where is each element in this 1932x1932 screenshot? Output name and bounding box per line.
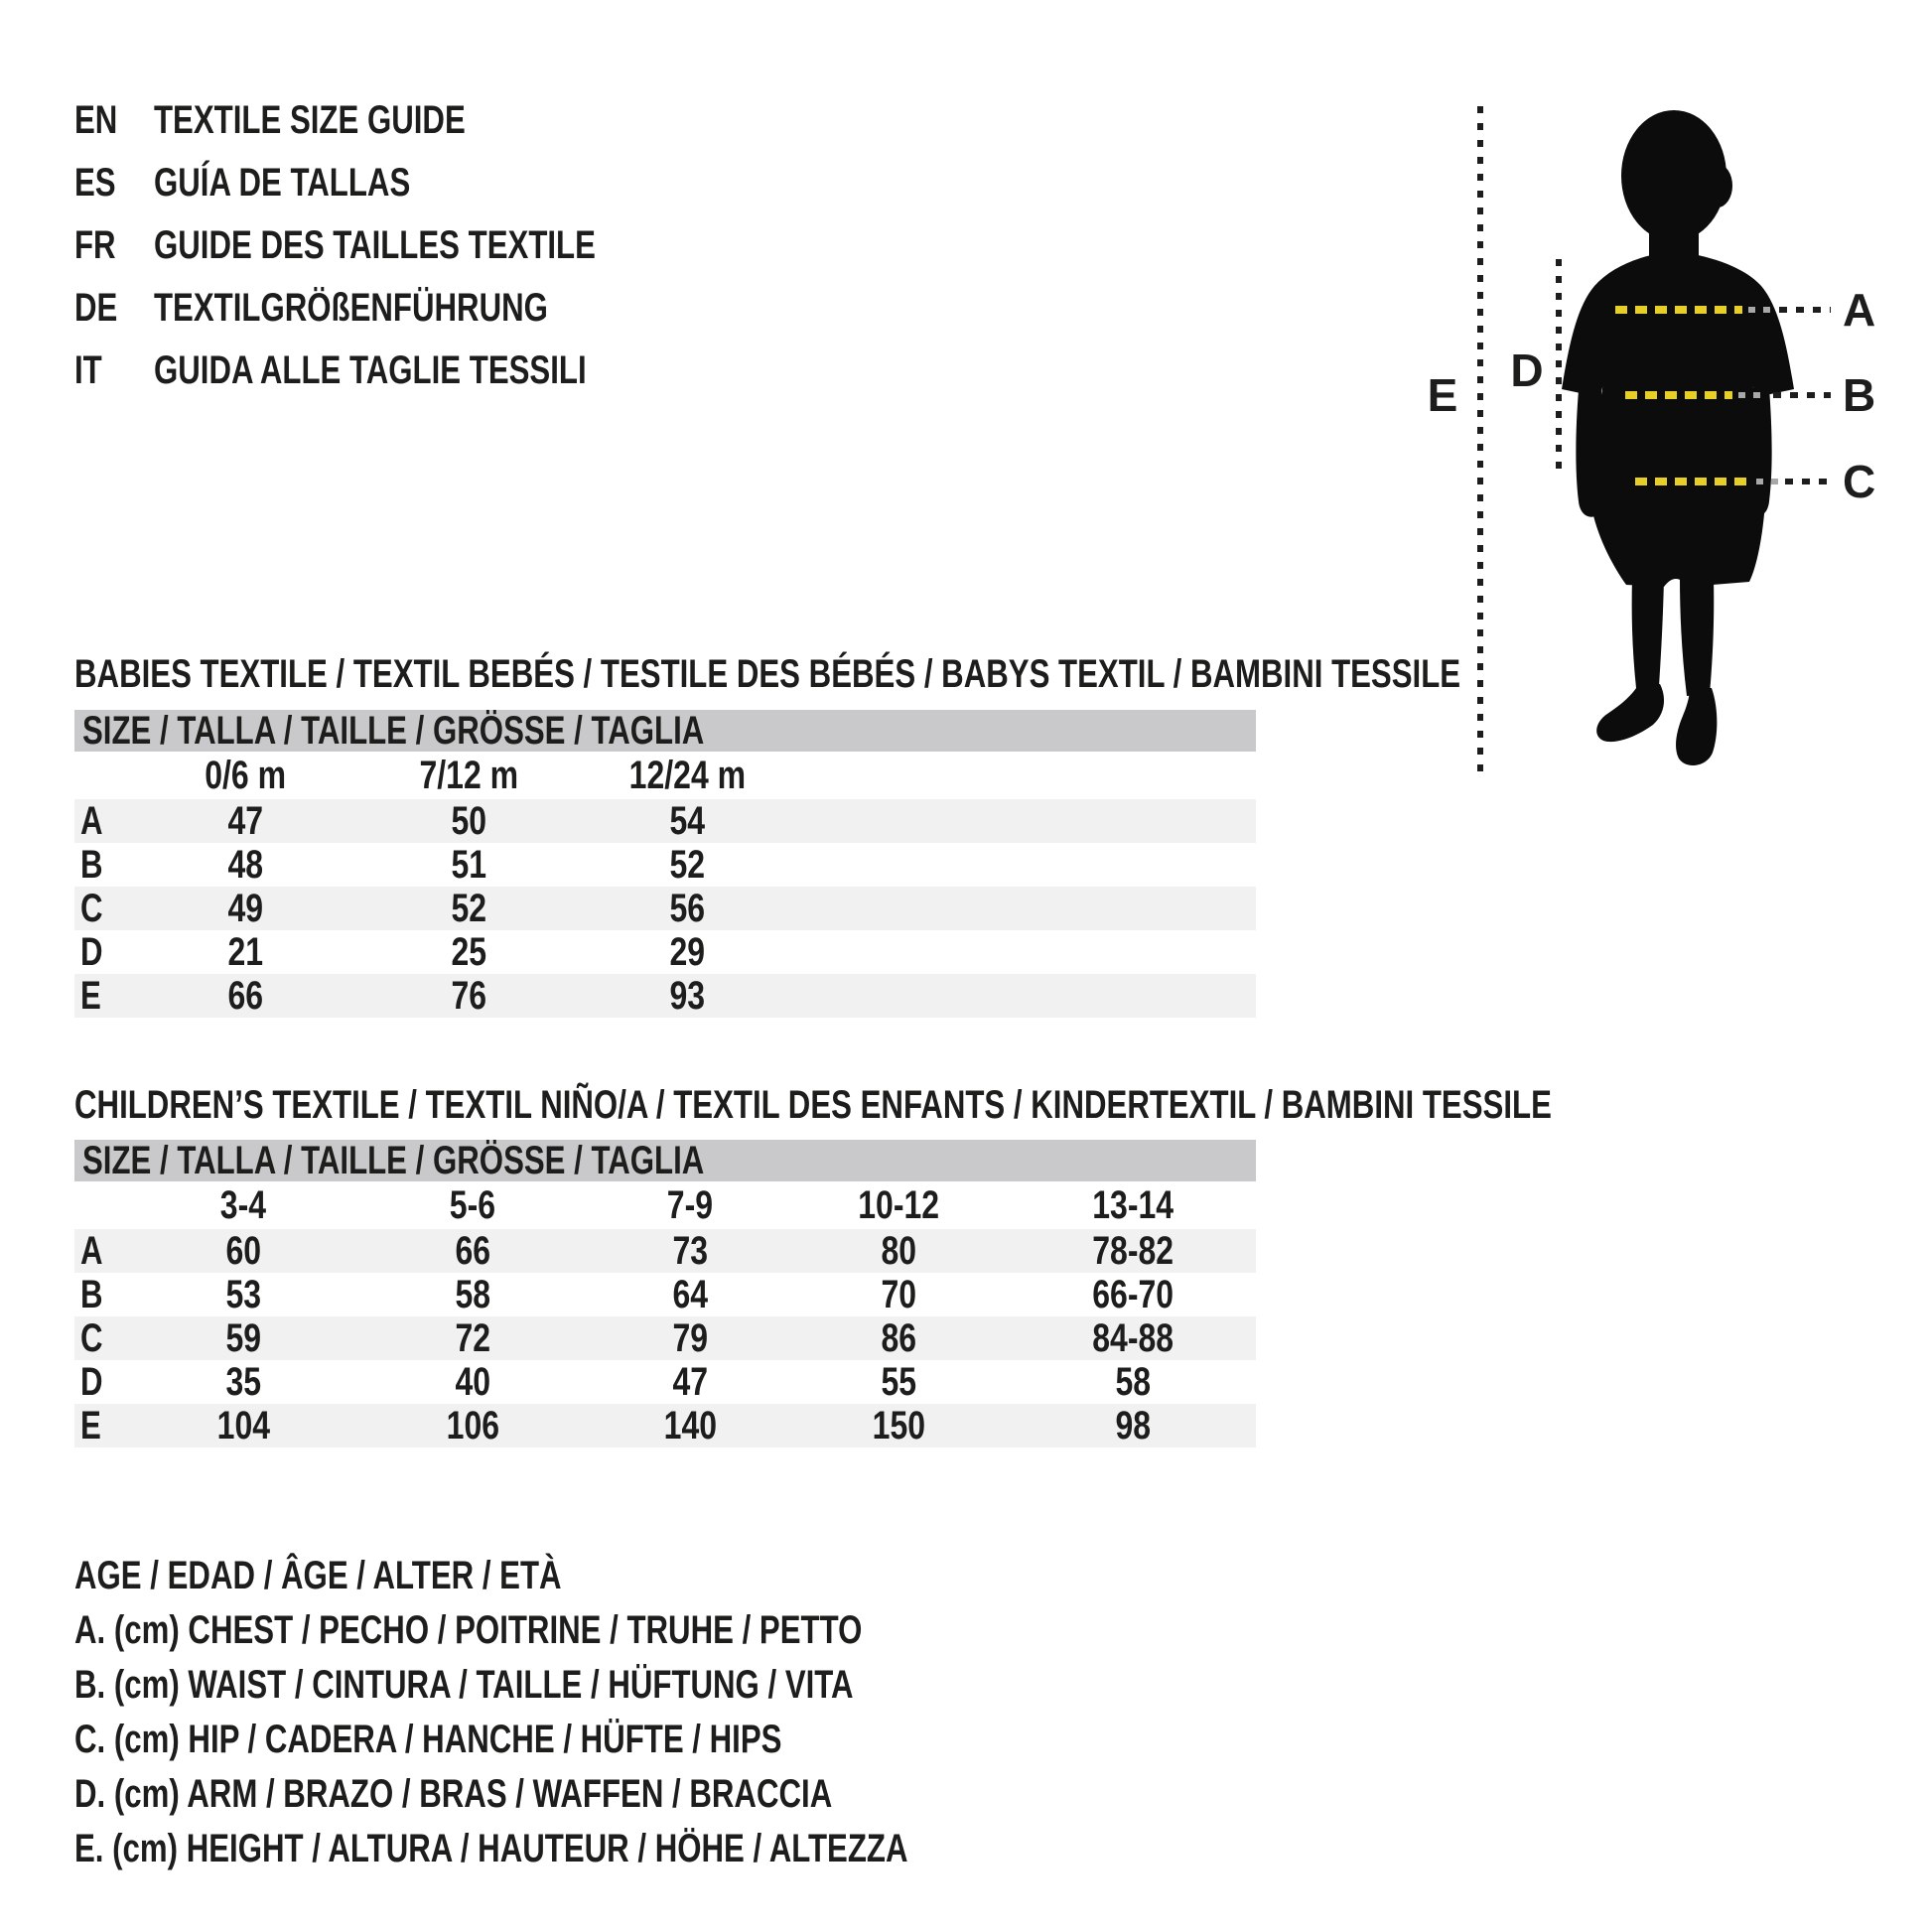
- size-value-cell: 53: [225, 1273, 261, 1316]
- language-title-block: [74, 89, 720, 402]
- babies-column-header: 0/6 m: [205, 753, 287, 797]
- size-value-cell: 76: [451, 974, 487, 1018]
- children-column-header: 7-9: [666, 1182, 714, 1227]
- language-row: [74, 277, 720, 340]
- language-row: [74, 89, 720, 152]
- children-section-title: CHILDREN’S TEXTILE / TEXTIL NIÑO/A / TEXTIL DES ENFANTS / KINDERTEXTIL / BAMBINI TESSILE: [74, 1083, 1552, 1127]
- babies-size-header-band: SIZE / TALLA / TAILLE / GRÖSSE / TAGLIA: [74, 710, 1256, 752]
- language-code: DE: [74, 286, 118, 330]
- row-label: A: [80, 799, 103, 843]
- size-value-cell: 49: [227, 887, 264, 930]
- size-value-cell: 104: [216, 1404, 270, 1448]
- size-value-cell: 66: [455, 1229, 490, 1273]
- size-value-cell: 58: [455, 1273, 490, 1316]
- size-value-cell: 54: [669, 799, 706, 843]
- table-row: [74, 887, 1256, 930]
- silhouette-hair: [1703, 164, 1732, 207]
- legend-line-hip: C. (cm) HIP / CADERA / HANCHE / HÜFTE / HIPS: [74, 1718, 782, 1761]
- measure-label-b: B: [1843, 369, 1876, 421]
- guide-title: GUÍA DE TALLAS: [154, 161, 411, 205]
- size-value-cell: 150: [872, 1404, 925, 1448]
- guide-title: TEXTILE SIZE GUIDE: [154, 98, 466, 142]
- size-value-cell: 93: [669, 974, 706, 1018]
- table-row: [74, 1316, 1256, 1360]
- size-value-cell: 51: [451, 843, 487, 887]
- table-row: [74, 843, 1256, 887]
- children-column-header: 13-14: [1092, 1182, 1173, 1227]
- silhouette-left-arm: [1576, 388, 1605, 517]
- measure-label-d: D: [1510, 345, 1544, 396]
- legend-line-arm: D. (cm) ARM / BRAZO / BRAS / WAFFEN / BRACCIA: [74, 1772, 833, 1816]
- size-value-cell: 35: [225, 1360, 261, 1404]
- language-row: [74, 340, 720, 402]
- language-row: [74, 152, 720, 214]
- language-code: EN: [74, 98, 118, 142]
- size-value-cell: 84-88: [1092, 1316, 1173, 1360]
- size-value-cell: 55: [881, 1360, 916, 1404]
- children-column-header: 10-12: [858, 1182, 939, 1227]
- size-value-cell: 47: [672, 1360, 708, 1404]
- measure-label-a: A: [1843, 284, 1876, 336]
- silhouette-right-shoe: [1676, 688, 1717, 765]
- children-column-header-row: [74, 1181, 1256, 1229]
- size-value-cell: 48: [227, 843, 264, 887]
- table-row: [74, 974, 1256, 1018]
- size-value-cell: 140: [663, 1404, 717, 1448]
- row-label: E: [80, 974, 101, 1018]
- size-value-cell: 80: [881, 1229, 916, 1273]
- table-row: [74, 799, 1256, 843]
- guide-title: TEXTILGRÖßENFÜHRUNG: [154, 286, 548, 330]
- language-row: [74, 214, 720, 277]
- size-value-cell: 58: [1115, 1360, 1151, 1404]
- size-value-cell: 29: [669, 930, 706, 974]
- measure-label-e: E: [1427, 369, 1458, 421]
- babies-section-title: BABIES TEXTILE / TEXTIL BEBÉS / TESTILE DES BÉBÉS / BABYS TEXTIL / BAMBINI TESSILE: [74, 652, 1461, 696]
- measure-label-c: C: [1843, 456, 1876, 507]
- legend-line-height: E. (cm) HEIGHT / ALTURA / HAUTEUR / HÖHE / ALTEZZA: [74, 1827, 908, 1870]
- size-value-cell: 60: [225, 1229, 261, 1273]
- size-value-cell: 47: [227, 799, 264, 843]
- size-value-cell: 21: [227, 930, 264, 974]
- table-row: [74, 930, 1256, 974]
- legend-line-chest: A. (cm) CHEST / PECHO / POITRINE / TRUHE / PETTO: [74, 1608, 863, 1652]
- table-row: [74, 1360, 1256, 1404]
- size-value-cell: 98: [1115, 1404, 1151, 1448]
- row-label: B: [80, 1273, 103, 1316]
- legend-line-age: AGE / EDAD / ÂGE / ALTER / ETÀ: [74, 1554, 562, 1597]
- guide-title: GUIDA ALLE TAGLIE TESSILI: [154, 348, 587, 392]
- table-row: [74, 1229, 1256, 1273]
- legend-line-waist: B. (cm) WAIST / CINTURA / TAILLE / HÜFTUNG / VITA: [74, 1663, 854, 1707]
- language-code: IT: [74, 348, 102, 392]
- row-label: A: [80, 1229, 103, 1273]
- silhouette-shorts: [1590, 501, 1765, 587]
- size-value-cell: 106: [446, 1404, 499, 1448]
- silhouette-right-arm: [1742, 388, 1772, 517]
- size-value-cell: 59: [225, 1316, 261, 1360]
- language-code: FR: [74, 223, 116, 267]
- size-value-cell: 25: [451, 930, 487, 974]
- size-value-cell: 86: [881, 1316, 916, 1360]
- size-value-cell: 52: [451, 887, 487, 930]
- table-row: [74, 1273, 1256, 1316]
- language-code: ES: [74, 161, 116, 205]
- babies-size-table: [74, 710, 1256, 1018]
- babies-column-header-row: [74, 752, 1256, 799]
- size-value-cell: 79: [672, 1316, 708, 1360]
- children-column-header: 3-4: [219, 1182, 267, 1227]
- row-label: B: [80, 843, 103, 887]
- row-label: D: [80, 930, 103, 974]
- row-label: D: [80, 1360, 103, 1404]
- size-value-cell: 72: [455, 1316, 490, 1360]
- size-value-cell: 64: [672, 1273, 708, 1316]
- table-row: [74, 1404, 1256, 1448]
- size-value-cell: 78-82: [1092, 1229, 1173, 1273]
- row-label: E: [80, 1404, 101, 1448]
- guide-title: GUIDE DES TAILLES TEXTILE: [154, 223, 596, 267]
- size-value-cell: 66: [227, 974, 264, 1018]
- size-value-cell: 40: [455, 1360, 490, 1404]
- children-size-table: [74, 1140, 1256, 1448]
- babies-column-header: 7/12 m: [419, 753, 519, 797]
- row-label: C: [80, 887, 103, 930]
- measurement-legend: [74, 1549, 1143, 1876]
- size-value-cell: 50: [451, 799, 487, 843]
- size-value-cell: 73: [672, 1229, 708, 1273]
- size-value-cell: 66-70: [1092, 1273, 1173, 1316]
- size-value-cell: 56: [669, 887, 706, 930]
- children-size-header-band: SIZE / TALLA / TAILLE / GRÖSSE / TAGLIA: [74, 1140, 1256, 1181]
- babies-column-header: 12/24 m: [628, 753, 747, 797]
- size-value-cell: 52: [669, 843, 706, 887]
- row-label: C: [80, 1316, 103, 1360]
- children-column-header: 5-6: [449, 1182, 496, 1227]
- size-value-cell: 70: [881, 1273, 916, 1316]
